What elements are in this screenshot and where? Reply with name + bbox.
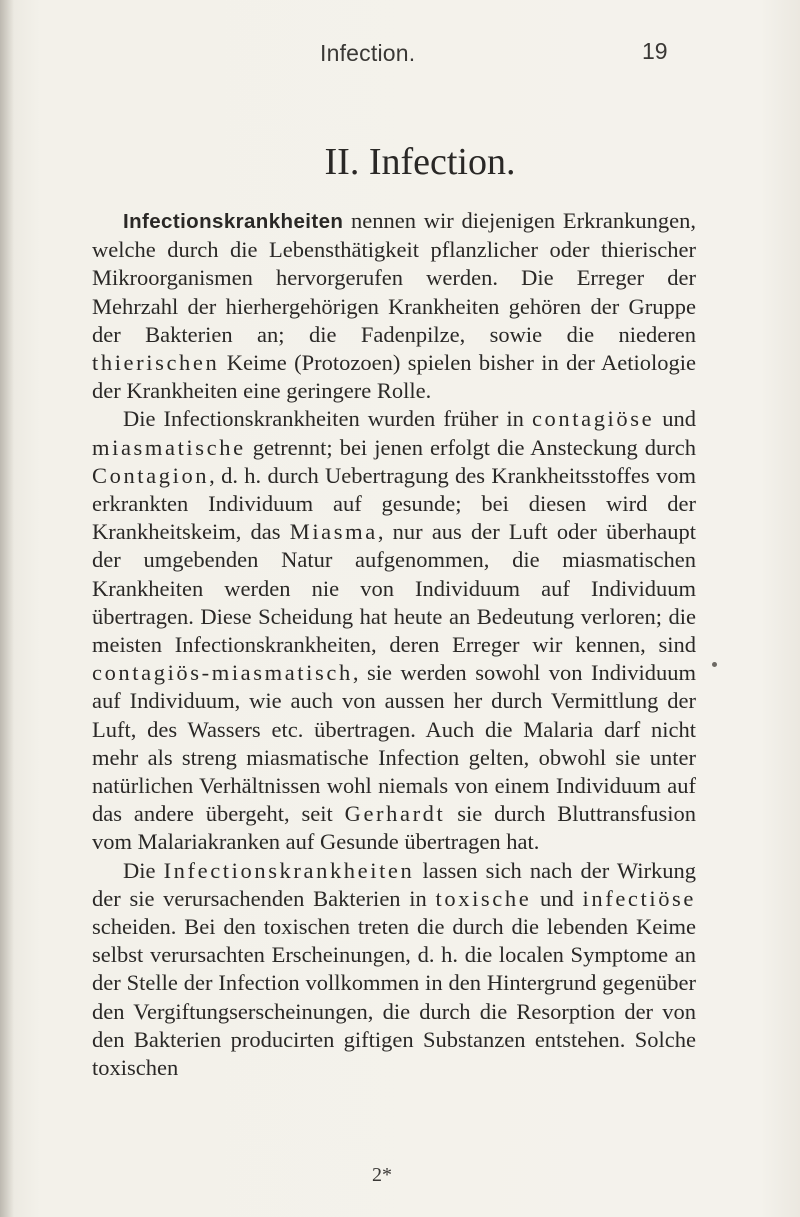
spaced-term: thierischen bbox=[92, 350, 220, 376]
paragraph-2 bbox=[92, 405, 696, 856]
text-run: und bbox=[654, 406, 697, 432]
running-head: Infection. bbox=[320, 40, 416, 66]
spaced-term: infectiöse bbox=[582, 885, 696, 911]
spaced-term: contagiös-miasmatisch bbox=[92, 660, 353, 686]
paragraph-1 bbox=[92, 207, 696, 405]
spaced-term: Miasma bbox=[289, 519, 378, 545]
text-run: und bbox=[531, 885, 583, 911]
text-run: sie durch Bluttransfusion vom Malariakranken auf Gesunde übertragen hat. bbox=[92, 801, 696, 855]
body-text bbox=[92, 207, 696, 1082]
text-run: Die Infectionskrankheiten wurden früher in bbox=[123, 406, 532, 432]
signature-mark: 2* bbox=[372, 1164, 392, 1186]
text-run: scheiden. Bei den toxischen treten die durch die lebenden Keime selbst verursachten Erscheinungen, d. h. die localen Symptome an der Stelle der Infection vollkommen in den Hintergrund gegenüber den Vergiftungserscheinungen, die durch die Resorption der von den Bakterien producirten giftigen Substanzen entstehen. Solche toxischen bbox=[92, 914, 696, 1081]
bold-term: Infectionskrankheiten bbox=[123, 210, 344, 233]
text-run: nennen wir diejenigen Erkrankungen, welche durch die Lebensthätigkeit pflanzlicher oder thierischer Mikroorganismen hervorgerufen werden. Die Erreger der Mehrzahl der hierhergehörigen Krankheiten gehören der Gruppe der Bakterien an; die Fadenpilze, sowie die niederen bbox=[92, 208, 696, 347]
text-run: lassen sich nach der Wirkung der sie verursachenden Bakterien in bbox=[92, 857, 696, 911]
page-number: 19 bbox=[642, 38, 668, 64]
text-run: , sie werden sowohl von Individuum auf Individuum, wie auch von aussen her durch Vermittlung der Luft, des Wassers etc. übertragen. Auch die Malaria darf nicht mehr als streng miasmatische Infection gelten, obwohl sie unter natürlichen Verhältnissen wohl niemals von einem Individuum auf das andere übergeht, seit bbox=[92, 660, 696, 827]
text-run: Keime (Protozoen) spielen bisher in der Aetiologie der Krankheiten eine geringere Rolle. bbox=[92, 350, 696, 404]
text-run: , nur aus der Luft oder überhaupt der umgebenden Natur aufgenommen, die miasmatischen Krankheiten werden nie von Individuum auf Individuum übertragen. Diese Scheidung hat heute an Bedeutung verloren; die meisten Infectionskrankheiten, deren Erreger wir kennen, sind bbox=[92, 519, 696, 658]
spaced-term: Gerhardt bbox=[344, 801, 446, 827]
spaced-term: toxische bbox=[435, 885, 532, 911]
spaced-term: contagiöse bbox=[531, 406, 655, 432]
spaced-term: Infectionskrankheiten bbox=[163, 857, 415, 883]
spaced-term: miasmatische bbox=[92, 434, 246, 460]
text-run: getrennt; bei jenen erfolgt die Ansteckung durch bbox=[245, 434, 696, 460]
paragraph-3 bbox=[92, 857, 696, 1083]
spaced-term: Contagion bbox=[92, 462, 210, 488]
chapter-title: II. Infection. bbox=[324, 141, 516, 183]
text-run: Die bbox=[123, 857, 164, 883]
ink-speck bbox=[712, 662, 717, 667]
text-run: , d. h. durch Uebertragung des Krankheitsstoffes vom erkrankten Individuum auf gesunde; bei diesen wird der Krankheitskeim, das bbox=[92, 462, 696, 545]
